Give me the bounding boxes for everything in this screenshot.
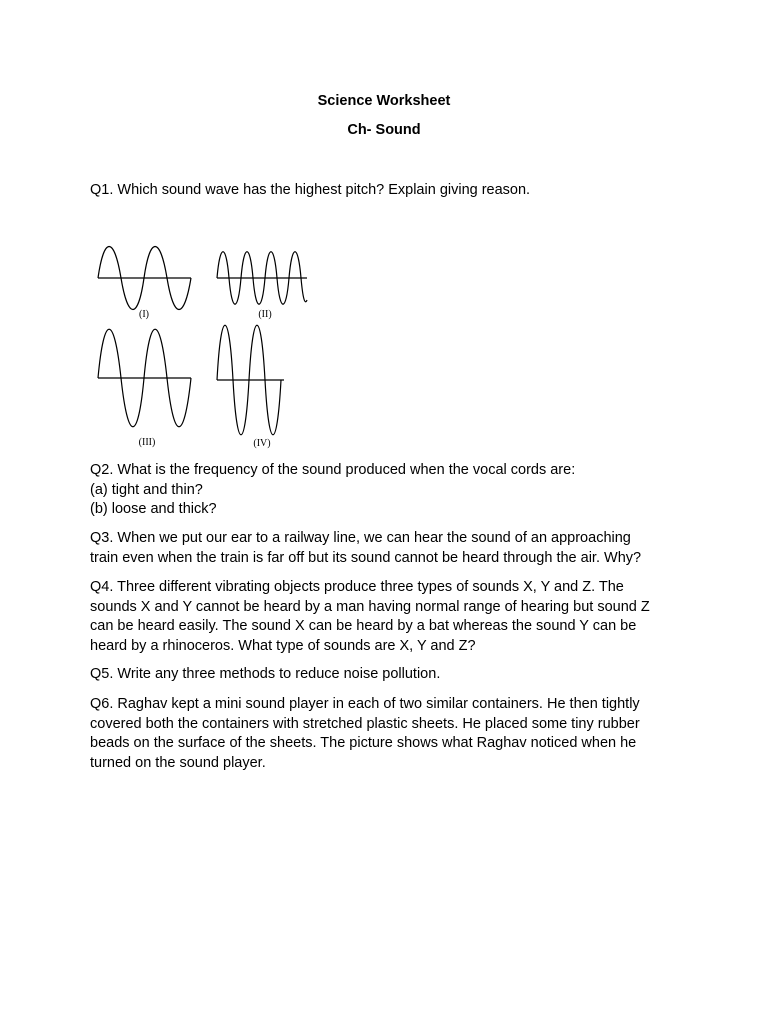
question-2-line: (b) loose and thick? <box>90 501 217 517</box>
question-6 <box>90 695 690 773</box>
question-3 <box>90 529 690 568</box>
question-2-line: (a) tight and thin? <box>90 481 203 498</box>
wave-1-label: (I) <box>139 309 149 320</box>
wave-4-label: (IV) <box>253 438 271 449</box>
question-2 <box>90 461 690 520</box>
question-3-line: Q3. When we put our ear to a railway line, we can hear the sound of an approaching <box>90 530 631 546</box>
wave-2-label: (II) <box>258 309 272 320</box>
question-6-line: covered both the containers with stretched plastic sheets. He placed some tiny rubber <box>90 715 640 732</box>
question-4-line: Q4. Three different vibrating objects produce three types of sounds X, Y and Z. The <box>90 579 624 595</box>
question-4-line: sounds X and Y cannot be heard by a man having normal range of hearing but sound Z <box>90 598 650 615</box>
question-3-line: train even when the train is far off but its sound cannot be heard through the air. Why? <box>90 549 642 566</box>
question-6-line: turned on the sound player. <box>90 754 266 771</box>
question-2-line: Q2. What is the frequency of the sound produced when the vocal cords are: <box>90 462 576 478</box>
worksheet-title: Science Worksheet <box>317 93 451 109</box>
question-1-line: Q1. Which sound wave has the highest pitch? Explain giving reason. <box>90 182 531 198</box>
question-4-line: can be heard easily. The sound X can be heard by a bat whereas the sound Y can be <box>90 618 637 634</box>
question-5 <box>90 665 690 685</box>
question-4-line: heard by a rhinoceros. What type of sounds are X, Y and Z? <box>90 637 476 654</box>
question-6-line: beads on the surface of the sheets. The picture shows what Raghav noticed when he <box>90 735 637 751</box>
question-4 <box>90 578 690 656</box>
chapter-title: Ch- Sound <box>347 122 421 138</box>
wave-3-label: (III) <box>138 437 156 448</box>
question-5-line: Q5. Write any three methods to reduce noise pollution. <box>90 666 441 682</box>
question-6-line: Q6. Raghav kept a mini sound player in each of two similar containers. He then tightly <box>90 696 640 712</box>
